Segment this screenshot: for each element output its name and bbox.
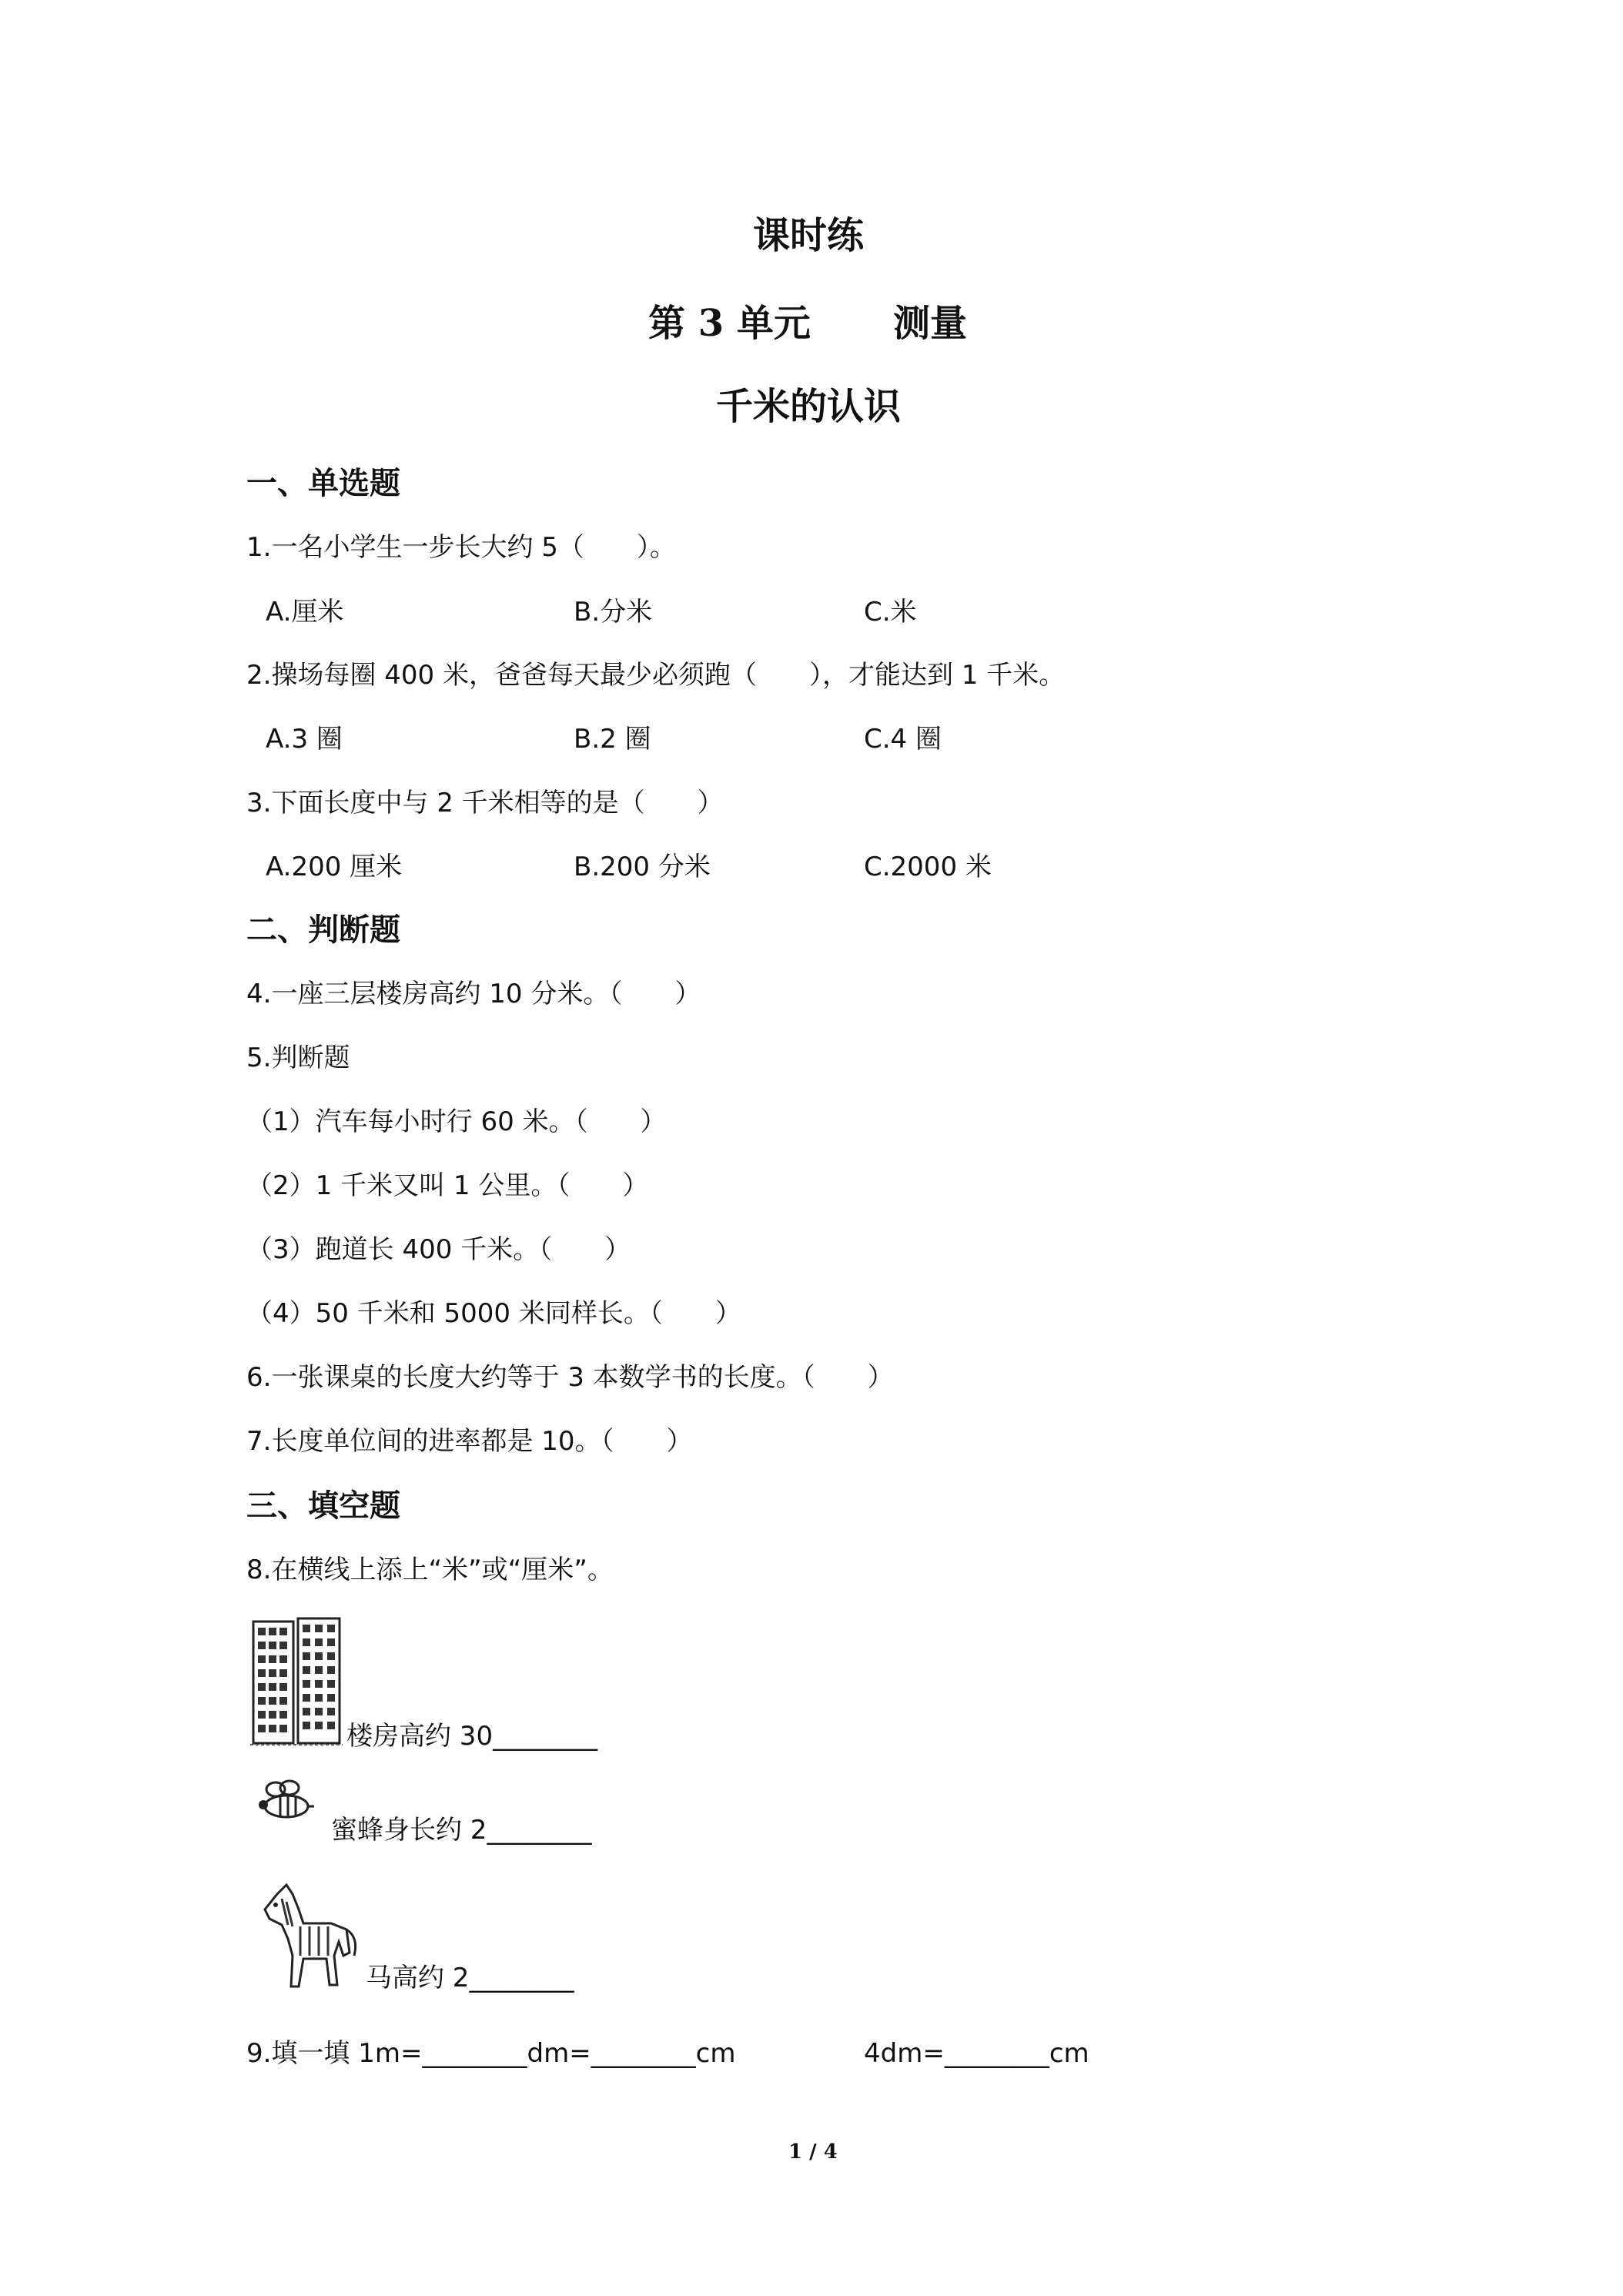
building-icon (250, 1617, 343, 1748)
question-9-left: 9.填一填 1m=________dm=________cm (246, 2038, 736, 2069)
worksheet-title: 课时练 (753, 214, 865, 257)
question-2-stem: 2.操场每圈 400 米，爸爸每天最少必须跑（ ），才能达到 1 千米。 (246, 660, 1066, 691)
horse-icon (254, 1879, 362, 1994)
question-8-building-blank: 楼房高约 30________ (346, 1721, 598, 1752)
question-5-part-3: （3）跑道长 400 千米。（ ） (246, 1234, 631, 1265)
question-6: 6.一张课桌的长度大约等于 3 本数学书的长度。（ ） (246, 1362, 894, 1393)
unit-name: 测量 (893, 302, 968, 345)
lesson-title: 千米的认识 (716, 385, 902, 428)
question-4: 4.一座三层楼房高约 10 分米。（ ） (246, 979, 701, 1009)
question-3-option-b: B.200 分米 (574, 852, 711, 882)
question-5-part-2: （2）1 千米又叫 1 公里。（ ） (246, 1170, 649, 1201)
section-heading-true-false: 二、判断题 (246, 912, 400, 948)
question-5: 5.判断题 (246, 1043, 350, 1073)
question-8: 8.在横线上添上“米”或“厘米”。 (246, 1555, 614, 1585)
question-2-option-a: A.3 圈 (266, 724, 343, 755)
question-7: 7.长度单位间的进率都是 10。（ ） (246, 1426, 693, 1457)
question-5-part-1: （1）汽车每小时行 60 米。（ ） (246, 1106, 667, 1137)
question-8-horse-blank: 马高约 2________ (366, 1963, 574, 1993)
question-1-option-a: A.厘米 (266, 597, 344, 628)
question-1-option-c: C.米 (864, 597, 917, 628)
bee-icon (254, 1779, 316, 1825)
page-number: 1 / 4 (788, 2140, 838, 2164)
section-heading-single-choice: 一、单选题 (246, 465, 400, 501)
question-2-option-b: B.2 圈 (574, 724, 651, 755)
question-3-option-c: C.2000 米 (864, 852, 992, 882)
question-1-option-b: B.分米 (574, 597, 653, 628)
question-5-part-4: （4）50 千米和 5000 米同样长。（ ） (246, 1298, 741, 1329)
question-3-stem: 3.下面长度中与 2 千米相等的是（ ） (246, 788, 724, 818)
question-9-right: 4dm=________cm (864, 2038, 1089, 2069)
section-heading-fill-blank: 三、填空题 (246, 1488, 400, 1524)
question-2-option-c: C.4 圈 (864, 724, 942, 755)
question-3-option-a: A.200 厘米 (266, 852, 403, 882)
question-1-stem: 1.一名小学生一步长大约 5（ ）。 (246, 532, 676, 563)
unit-label: 第 3 单元 (648, 302, 811, 345)
question-8-bee-blank: 蜜蜂身长约 2________ (331, 1815, 592, 1846)
